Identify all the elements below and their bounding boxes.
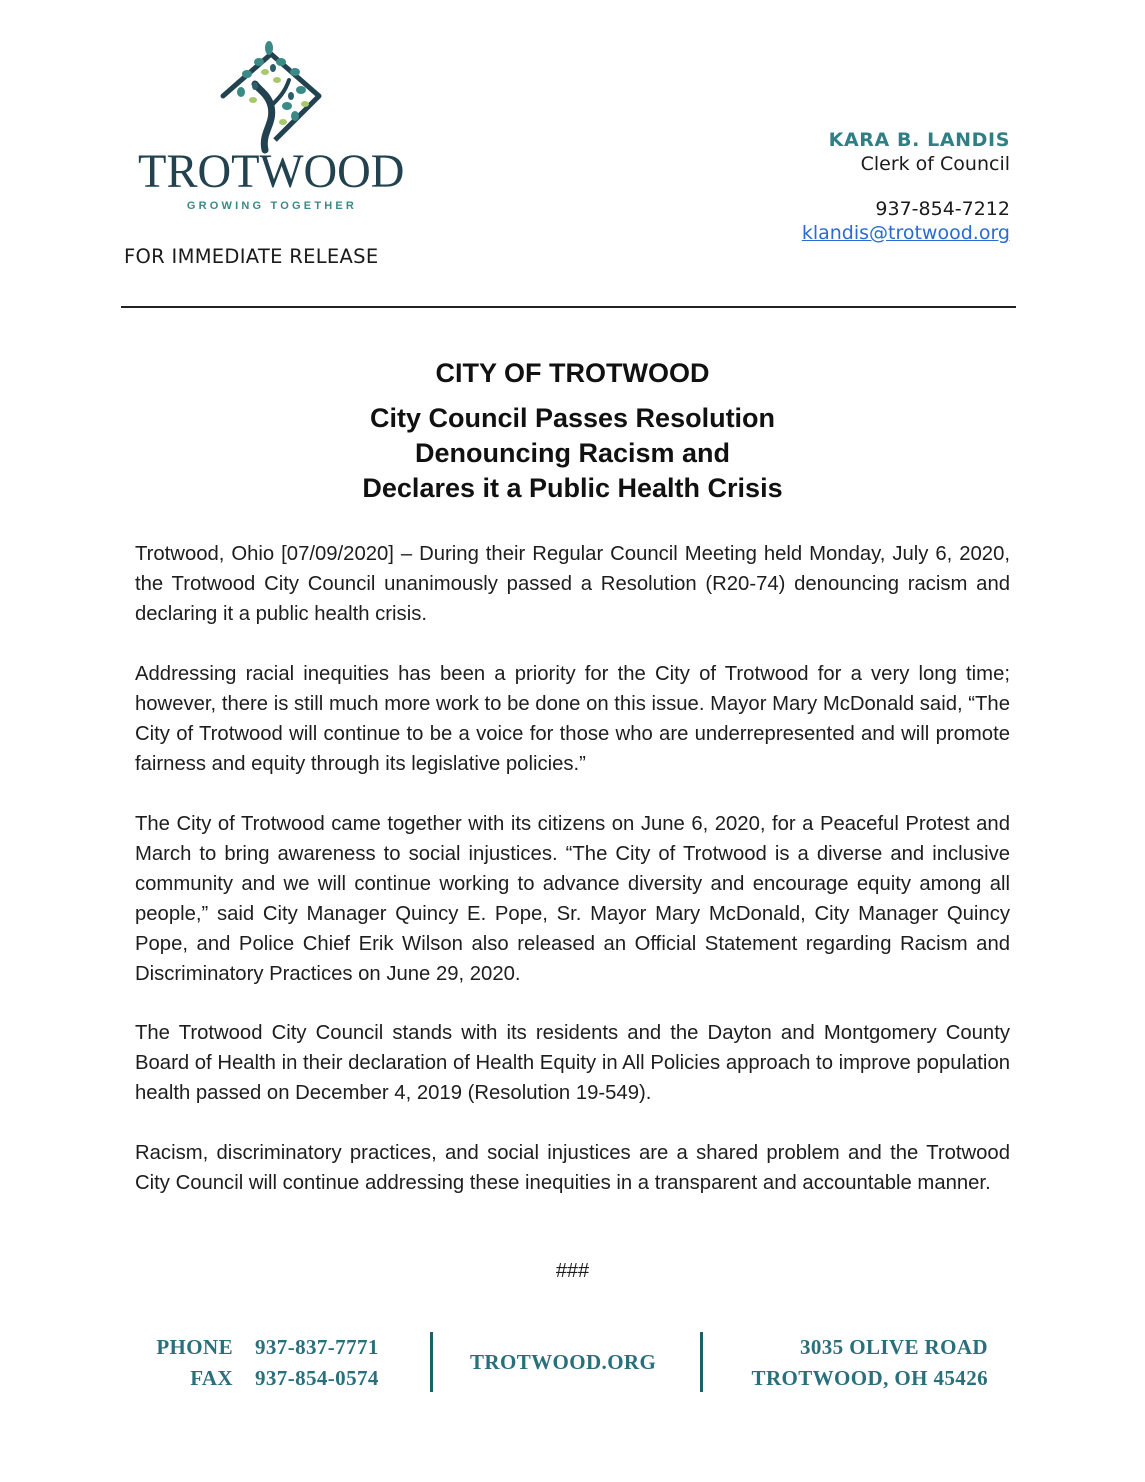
org-heading: CITY OF TROTWOOD: [435, 358, 710, 388]
header-divider: [121, 306, 1016, 308]
footer-fax-label: FAX: [190, 1366, 233, 1390]
logo-tagline: GROWING TOGETHER: [186, 200, 358, 212]
body-paragraph: The City of Trotwood came together with its citizens on June 6, 2020, for a Peaceful Protest and March to bring awareness to social injustices. “The City of Trotwood is a diverse and inclusive community and we will continue working to advance diversity and encourage equity among all people,” said City Manager Quincy E. Pope, Sr. Mayor Mary McDonald, City Manager Quincy Pope, and Police Chief Erik Wilson also released an Official Statement regarding Racism and Discriminatory Practices on June 29, 2020.: [135, 813, 1010, 985]
footer-address-line-1: 3035 OLIVE ROAD: [799, 1335, 988, 1359]
headline-line-3: Declares it a Public Health Crisis: [362, 473, 783, 503]
release-label: FOR IMMEDIATE RELEASE: [124, 245, 379, 268]
logo-wordmark: TROTWOOD: [138, 145, 405, 198]
headline-line-2: Denouncing Racism and: [414, 438, 731, 468]
body-paragraph: Racism, discriminatory practices, and social injustices are a shared problem and the Trotwood City Council will continue addressing these inequities in a transparent and accountable manner.: [135, 1142, 1010, 1194]
body-paragraph: Addressing racial inequities has been a priority for the City of Trotwood for a very long time; however, there is still much more work to be done on this issue. Mayor Mary McDonald said, “The City of Trotwood will continue to be a voice for those who are underrepresented and will promote fairness and equity through its legislative policies.”: [135, 663, 1010, 775]
contact-name: KARA B. LANDIS: [828, 129, 1010, 151]
footer-phone-label: PHONE: [156, 1335, 233, 1359]
body-paragraph: The Trotwood City Council stands with its residents and the Dayton and Montgomery County Board of Health in their declaration of Health Equity in All Policies approach to improve population health passed on December 4, 2019 (Resolution 19-549).: [135, 1022, 1010, 1104]
footer-divider: [430, 1332, 433, 1392]
end-mark: ###: [555, 1260, 590, 1282]
footer-divider: [700, 1332, 703, 1392]
footer-address-line-2: TROTWOOD, OH 45426: [751, 1366, 988, 1390]
footer-fax: 937-854-0574: [255, 1366, 379, 1390]
footer-website-link[interactable]: TROTWOOD.ORG: [470, 1350, 657, 1374]
contact-title: Clerk of Council: [860, 153, 1010, 175]
contact-email-link[interactable]: klandis@trotwood.org: [801, 222, 1010, 244]
contact-phone: 937-854-7212: [875, 198, 1010, 220]
body-paragraph: Trotwood, Ohio [07/09/2020] – During their Regular Council Meeting held Monday, July 6, 2020, the Trotwood City Council unanimously passed a Resolution (R20-74) denouncing racism and declaring it a public health crisis.: [135, 543, 1010, 625]
trotwood-tree-logo-icon: [215, 40, 327, 154]
footer-phone: 937-837-7771: [255, 1335, 379, 1359]
headline-line-1: City Council Passes Resolution: [369, 403, 776, 433]
